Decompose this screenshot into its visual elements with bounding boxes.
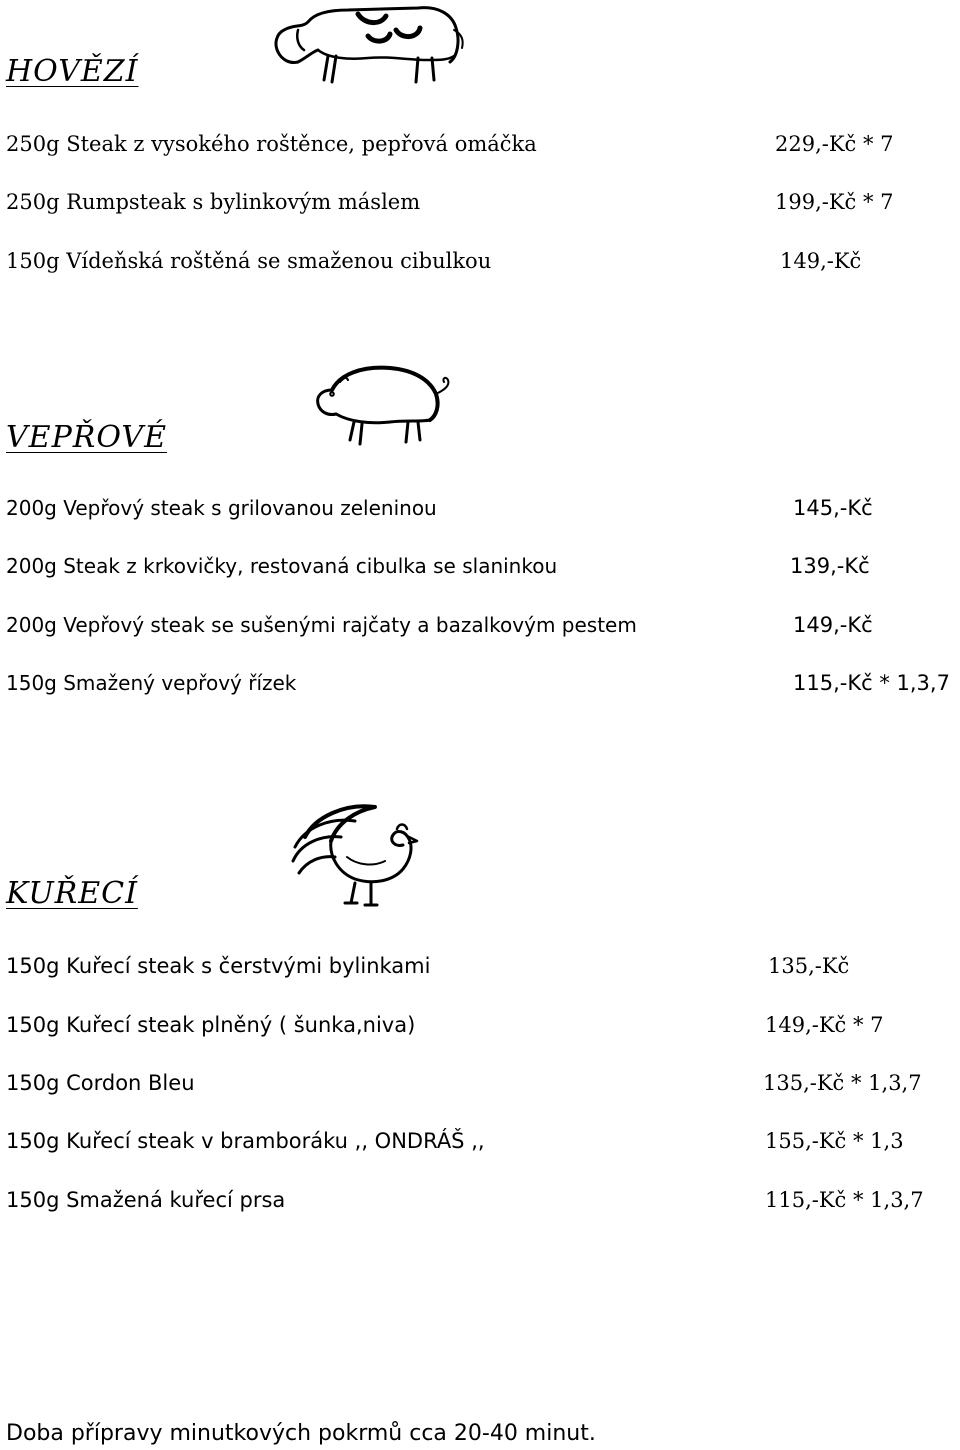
menu-item-name: 150g Kuřecí steak plněný ( šunka,niva) — [6, 1013, 416, 1037]
pig-icon — [310, 360, 460, 450]
section-title-chicken: KUŘECÍ — [6, 876, 138, 911]
menu-item-price: 149,-Kč * 7 — [765, 1013, 884, 1037]
menu-item-name: 200g Steak z krkovičky, restovaná cibulka se slaninkou — [6, 554, 558, 578]
menu-item-price: 229,-Kč * 7 — [775, 132, 894, 156]
menu-item-name: 150g Kuřecí steak v bramboráku ,, ONDRÁŠ ,, — [6, 1129, 485, 1153]
menu-item-price: 199,-Kč * 7 — [775, 190, 894, 214]
menu-item-name: 200g Vepřový steak s grilovanou zeleninou — [6, 496, 437, 520]
cow-icon — [268, 0, 468, 90]
menu-item-name: 150g Cordon Bleu — [6, 1071, 195, 1095]
menu-item-price: 149,-Kč — [780, 249, 862, 273]
menu-item-price: 139,-Kč — [790, 554, 870, 578]
menu-item-price: 115,-Kč * 1,3,7 — [765, 1188, 924, 1212]
menu-item-price: 135,-Kč * 1,3,7 — [763, 1071, 922, 1095]
menu-item-name: 150g Kuřecí steak s čerstvými bylinkami — [6, 954, 431, 978]
menu-item-name: 150g Smažený vepřový řízek — [6, 671, 297, 695]
menu-item-name: 250g Steak z vysokého roštěnce, pepřová omáčka — [6, 132, 537, 156]
menu-item-price: 135,-Kč — [768, 954, 850, 978]
menu-item-name: 200g Vepřový steak se sušenými rajčaty a bazalkovým pestem — [6, 613, 637, 637]
menu-item-name: 150g Smažená kuřecí prsa — [6, 1188, 286, 1212]
section-title-beef: HOVĚZÍ — [6, 54, 139, 89]
preparation-time-note: Doba přípravy minutkových pokrmů cca 20-40 minut. — [6, 1421, 596, 1446]
menu-item-price: 145,-Kč — [793, 496, 873, 520]
menu-item-name: 250g Rumpsteak s bylinkovým máslem — [6, 190, 421, 214]
menu-item-price: 149,-Kč — [793, 613, 873, 637]
menu-item-name: 150g Vídeňská roštěná se smaženou cibulkou — [6, 249, 492, 273]
rooster-icon — [285, 797, 435, 912]
menu-item-price: 115,-Kč * 1,3,7 — [793, 671, 950, 695]
menu-item-price: 155,-Kč * 1,3 — [765, 1129, 904, 1153]
section-title-pork: VEPŘOVÉ — [6, 420, 167, 455]
